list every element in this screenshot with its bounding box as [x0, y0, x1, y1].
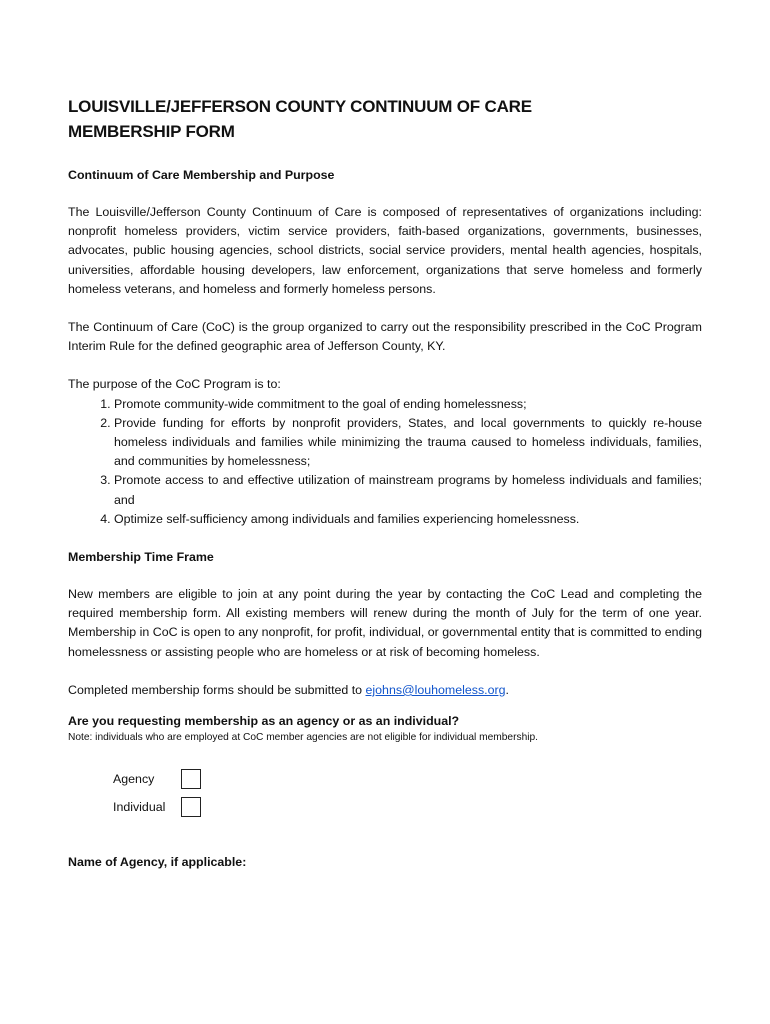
option-row-individual	[113, 793, 702, 821]
membership-type-note: Note: individuals who are employed at CoC member agencies are not eligible for individual membership.	[68, 732, 538, 744]
submission-email-link[interactable]: ejohns@louhomeless.org	[365, 682, 506, 697]
option-individual-label: Individual	[113, 800, 166, 815]
agency-checkbox[interactable]	[181, 769, 201, 789]
purpose-item-2: 2. Provide funding for efforts by nonprofit providers, States, and local governments to quickly re-house homeless individuals and families while minimizing the trauma caused to homeless individuals, families, and communities by homelessness;	[114, 414, 702, 472]
section-heading-purpose: Continuum of Care Membership and Purpose	[68, 168, 335, 182]
purpose-item-1: 1. Promote community-wide commitment to the goal of ending homelessness;	[114, 395, 702, 414]
individual-checkbox[interactable]	[181, 797, 201, 817]
section-heading-time-frame: Membership Time Frame	[68, 550, 214, 565]
paragraph-time-frame: New members are eligible to join at any point during the year by contacting the CoC Lead and completing the required membership form. All existing members will renew during the month of July for the term of one year. Membership in CoC is open to any nonprofit, for profit, individual, or governmental entity that is committed to ending homelessness or assisting people who are homeless or at risk of becoming homeless.	[68, 587, 702, 659]
option-row-agency	[113, 765, 702, 793]
purpose-item-3: 3. Promote access to and effective utilization of mainstream programs by homeless individuals and families; and	[114, 471, 702, 509]
paragraph-coc-definition: The Continuum of Care (CoC) is the group organized to carry out the responsibility prescribed in the CoC Program Interim Rule for the defined geographic area of Jefferson County, KY.	[68, 320, 702, 354]
submission-instructions	[68, 681, 702, 700]
purpose-item-4: 4. Optimize self-sufficiency among individuals and families experiencing homelessness.	[114, 510, 702, 529]
membership-type-options	[113, 765, 702, 821]
option-agency-label: Agency	[113, 772, 155, 787]
form-title	[68, 94, 702, 144]
purpose-intro: The purpose of the CoC Program is to:	[68, 377, 281, 392]
paragraph-composition: The Louisville/Jefferson County Continuum of Care is composed of representatives of organizations including: nonprofit homeless providers, victim service providers, faith-based organizations, governments, businesses, advocates, public housing agencies, school districts, social service providers, mental health agencies, hospitals, universities, affordable housing developers, law enforcement, organizations that serve homeless and formerly homeless veterans, and homeless and formerly homeless persons.	[68, 205, 702, 296]
name-of-agency-label: Name of Agency, if applicable:	[68, 855, 247, 870]
submission-prefix: Completed membership forms should be submitted to	[68, 682, 366, 697]
purpose-list	[68, 395, 702, 529]
membership-type-question: Are you requesting membership as an agency or as an individual?	[68, 714, 460, 729]
form-content	[68, 94, 702, 872]
title-line-2: MEMBERSHIP FORM	[68, 122, 235, 141]
title-line-1: LOUISVILLE/JEFFERSON COUNTY CONTINUUM OF CARE	[68, 97, 532, 116]
submission-suffix: .	[505, 682, 509, 697]
